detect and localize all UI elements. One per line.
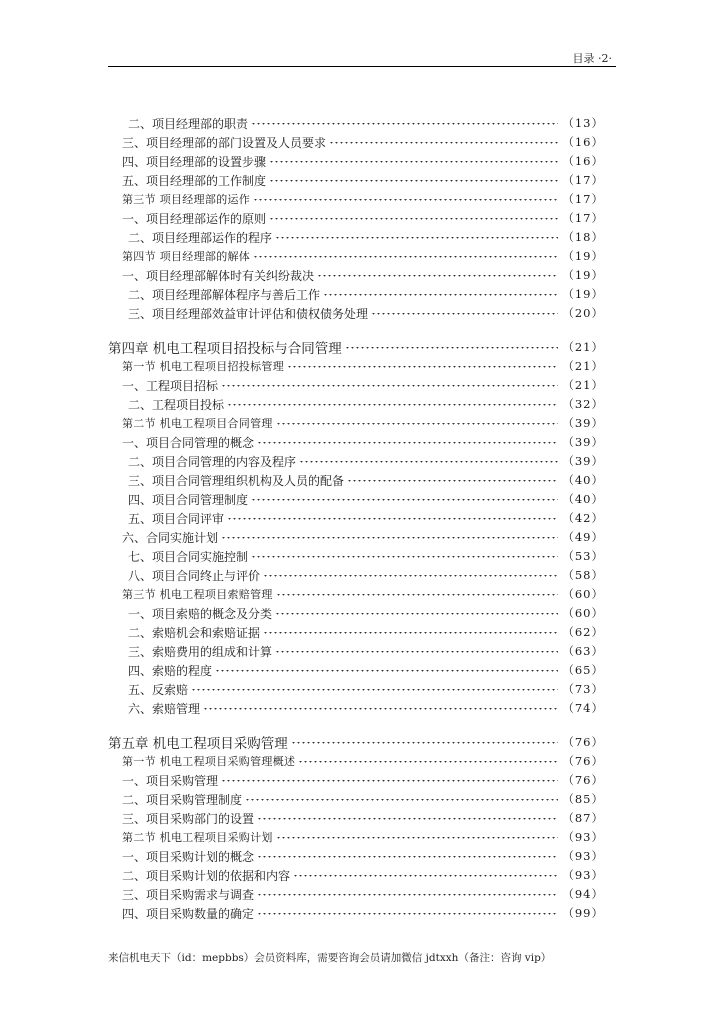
toc-entry <box>122 171 604 189</box>
toc-entry <box>128 114 604 132</box>
toc-entry-title: 八、项目合同终止与评价 <box>128 568 261 583</box>
toc-page-number: （17） <box>562 211 604 225</box>
toc-page-number: （63） <box>562 644 604 658</box>
toc-page-number: （16） <box>562 135 604 149</box>
dot-leader <box>276 594 559 597</box>
toc-section <box>122 190 604 208</box>
dot-leader <box>263 575 558 578</box>
toc-entry-title: 一、项目经理部运作的原则 <box>122 211 267 226</box>
toc-entry-title: 一、项目采购计划的概念 <box>122 849 255 864</box>
toc-chapter <box>108 733 604 751</box>
toc-page-number: （32） <box>562 397 604 411</box>
toc-entry-title: 一、工程项目招标 <box>122 378 219 393</box>
toc-section <box>122 828 604 846</box>
toc-page-number: （21） <box>562 378 604 392</box>
toc-page-number: （94） <box>562 887 604 901</box>
toc-entry-title: 第二节 机电工程项目合同管理 <box>122 417 273 430</box>
toc-entry-title: 四、项目合同管理制度 <box>128 492 249 507</box>
dot-leader <box>221 780 558 783</box>
toc-entry-title: 第三节 机电工程项目索赔管理 <box>122 588 273 601</box>
toc-entry-title: 四、项目采购数量的确定 <box>122 906 255 921</box>
dot-leader <box>227 518 558 521</box>
toc-entry-title: 三、项目经理部的部门设置及人员要求 <box>122 135 327 150</box>
dot-leader <box>251 123 558 126</box>
toc-entry <box>122 266 604 284</box>
dot-leader <box>298 761 558 764</box>
toc-entry <box>122 433 604 451</box>
toc-entry-title: 二、索赔机会和索赔证据 <box>128 625 261 640</box>
toc-entry-title: 二、工程项目投标 <box>128 397 225 412</box>
dot-leader <box>221 385 558 388</box>
toc-entry <box>128 228 604 246</box>
dot-leader <box>329 142 558 145</box>
toc-entry-title: 第四章 机电工程项目招投标与合同管理 <box>108 341 342 357</box>
dot-leader <box>257 913 558 916</box>
toc-page-number: （39） <box>562 454 604 468</box>
toc-section <box>122 752 604 770</box>
toc-section <box>122 414 604 432</box>
toc-page-number: （76） <box>562 754 604 768</box>
toc-entry <box>122 809 604 827</box>
toc-page-number: （16） <box>562 154 604 168</box>
toc-page-number: （19） <box>562 287 604 301</box>
toc-entry-title: 三、项目合同管理组织机构及人员的配备 <box>128 473 345 488</box>
toc-entry <box>122 847 604 865</box>
dot-leader <box>276 837 559 840</box>
dot-leader <box>347 480 558 483</box>
toc-page-number: （60） <box>562 606 604 620</box>
toc-entry <box>122 209 604 227</box>
dot-leader <box>191 689 558 692</box>
toc-entry-title: 七、项目合同实施控制 <box>128 549 249 564</box>
dot-leader <box>317 275 558 278</box>
toc-page-number: （85） <box>562 792 604 806</box>
toc-page-number: （19） <box>562 249 604 263</box>
dot-leader <box>269 161 558 164</box>
toc-entry <box>122 866 604 884</box>
toc-chapter <box>108 338 604 356</box>
toc-entry-title: 五、项目合同评审 <box>128 511 225 526</box>
toc-entry <box>122 528 604 546</box>
toc-entry-title: 二、项目合同管理的内容及程序 <box>128 454 297 469</box>
toc-entry-title: 一、项目经理部解体时有关纠纷裁决 <box>122 268 315 283</box>
dot-leader <box>215 670 558 673</box>
toc-entry <box>122 152 604 170</box>
page-footer: 来信机电天下（id：mepbbs）会员资料库，需要咨询会员请加微信 jdtxxh（备注：咨询 vip） <box>108 952 552 964</box>
toc-page-number: （74） <box>562 701 604 715</box>
dot-leader <box>253 256 558 259</box>
dot-leader <box>275 651 558 654</box>
toc-entry <box>128 452 604 470</box>
toc-entry <box>128 285 604 303</box>
toc-entry <box>128 642 604 660</box>
toc-entry <box>122 885 604 903</box>
toc-entry <box>128 471 604 489</box>
dot-leader <box>371 313 558 316</box>
dot-leader <box>257 856 558 859</box>
dot-leader <box>257 442 558 445</box>
dot-leader <box>253 199 558 202</box>
toc-page-number: （99） <box>562 906 604 920</box>
toc-entry-title: 第四节 项目经理部的解体 <box>122 250 251 263</box>
toc-entry <box>128 304 604 322</box>
toc-entry-title: 二、项目采购计划的依据和内容 <box>122 868 291 883</box>
toc-entry-title: 一、项目采购管理 <box>122 773 219 788</box>
toc-entry <box>128 680 604 698</box>
toc-page-number: （93） <box>562 830 604 844</box>
toc-entry-title: 三、项目采购需求与调查 <box>122 887 255 902</box>
toc-entry-title: 三、项目采购部门的设置 <box>122 811 255 826</box>
toc-entry-title: 二、项目经理部的职责 <box>128 116 249 131</box>
dot-leader <box>275 237 558 240</box>
toc-page-number: （19） <box>562 268 604 282</box>
dot-leader <box>269 218 558 221</box>
dot-leader <box>287 366 558 369</box>
dot-leader <box>257 818 558 821</box>
toc-page-number: （76） <box>562 773 604 787</box>
toc-entry <box>128 699 604 717</box>
header-rule <box>108 66 616 67</box>
toc-entry-title: 一、项目合同管理的概念 <box>122 435 255 450</box>
toc-entry-title: 三、项目经理部效益审计评估和债权债务处理 <box>128 306 369 321</box>
toc-entry <box>122 376 604 394</box>
toc-entry-title: 二、项目经理部解体程序与善后工作 <box>128 287 321 302</box>
toc-entry-title: 第五章 机电工程项目采购管理 <box>108 736 288 752</box>
page-header-label: 目录 ·2· <box>572 52 612 65</box>
dot-leader <box>293 875 558 878</box>
toc-entry <box>122 133 604 151</box>
toc-entry <box>128 566 604 584</box>
dot-leader <box>291 742 559 745</box>
toc-page-number: （53） <box>562 549 604 563</box>
toc-page-number: （13） <box>562 116 604 130</box>
dot-leader <box>251 556 558 559</box>
dot-leader <box>263 632 558 635</box>
toc-entry-title: 六、索赔管理 <box>128 701 201 716</box>
toc-entry-title: 三、索赔费用的组成和计算 <box>128 644 273 659</box>
dot-leader <box>251 499 558 502</box>
toc-entry-title: 四、项目经理部的设置步骤 <box>122 154 267 169</box>
dot-leader <box>203 708 558 711</box>
toc-page-number: （40） <box>562 492 604 506</box>
toc-page-number: （76） <box>562 735 604 749</box>
toc-entry-title: 第一节 机电工程项目采购管理概述 <box>122 755 296 768</box>
toc-entry <box>128 604 604 622</box>
toc-entry-title: 二、项目采购管理制度 <box>122 792 243 807</box>
toc-page-number: （17） <box>562 192 604 206</box>
toc-entry <box>128 547 604 565</box>
toc-page-number: （65） <box>562 663 604 677</box>
toc-entry <box>122 904 604 922</box>
toc-page-number: （39） <box>562 416 604 430</box>
toc-entry-title: 二、项目经理部运作的程序 <box>128 230 273 245</box>
toc-page-number: （73） <box>562 682 604 696</box>
toc-entry <box>122 771 604 789</box>
toc-page-number: （18） <box>562 230 604 244</box>
toc-entry <box>128 661 604 679</box>
toc-page-number: （49） <box>562 530 604 544</box>
toc-entry <box>128 490 604 508</box>
dot-leader <box>275 613 558 616</box>
dot-leader <box>345 347 559 350</box>
toc-entry <box>122 790 604 808</box>
toc-entry <box>128 395 604 413</box>
toc-page-number: （39） <box>562 435 604 449</box>
toc-section <box>122 585 604 603</box>
toc-entry <box>128 623 604 641</box>
toc-page-number: （87） <box>562 811 604 825</box>
toc-page-number: （42） <box>562 511 604 525</box>
dot-leader <box>245 799 558 802</box>
toc-entry <box>128 509 604 527</box>
toc-section <box>122 357 604 375</box>
dot-leader <box>299 461 558 464</box>
toc-page-number: （60） <box>562 587 604 601</box>
toc-page-number: （20） <box>562 306 604 320</box>
dot-leader <box>269 180 558 183</box>
toc-entry-title: 第三节 项目经理部的运作 <box>122 193 251 206</box>
toc-page-number: （17） <box>562 173 604 187</box>
toc-section <box>122 247 604 265</box>
toc-entry-title: 四、索赔的程度 <box>128 663 213 678</box>
toc-entry-title: 五、项目经理部的工作制度 <box>122 173 267 188</box>
dot-leader <box>257 894 558 897</box>
toc-page-number: （40） <box>562 473 604 487</box>
toc-entry-title: 第一节 机电工程项目招投标管理 <box>122 360 284 373</box>
toc-page-number: （93） <box>562 868 604 882</box>
toc-entry-title: 一、项目索赔的概念及分类 <box>128 606 273 621</box>
toc-page-number: （93） <box>562 849 604 863</box>
dot-leader <box>276 423 559 426</box>
dot-leader <box>227 404 558 407</box>
toc-page-number: （21） <box>562 359 604 373</box>
toc-page-number: （62） <box>562 625 604 639</box>
toc-entry-title: 五、反索赔 <box>128 682 189 697</box>
toc-entry-title: 六、合同实施计划 <box>122 530 219 545</box>
dot-leader <box>221 537 558 540</box>
toc-page-number: （21） <box>562 340 604 354</box>
toc-page-number: （58） <box>562 568 604 582</box>
toc-entry-title: 第二节 机电工程项目采购计划 <box>122 831 273 844</box>
dot-leader <box>323 294 558 297</box>
